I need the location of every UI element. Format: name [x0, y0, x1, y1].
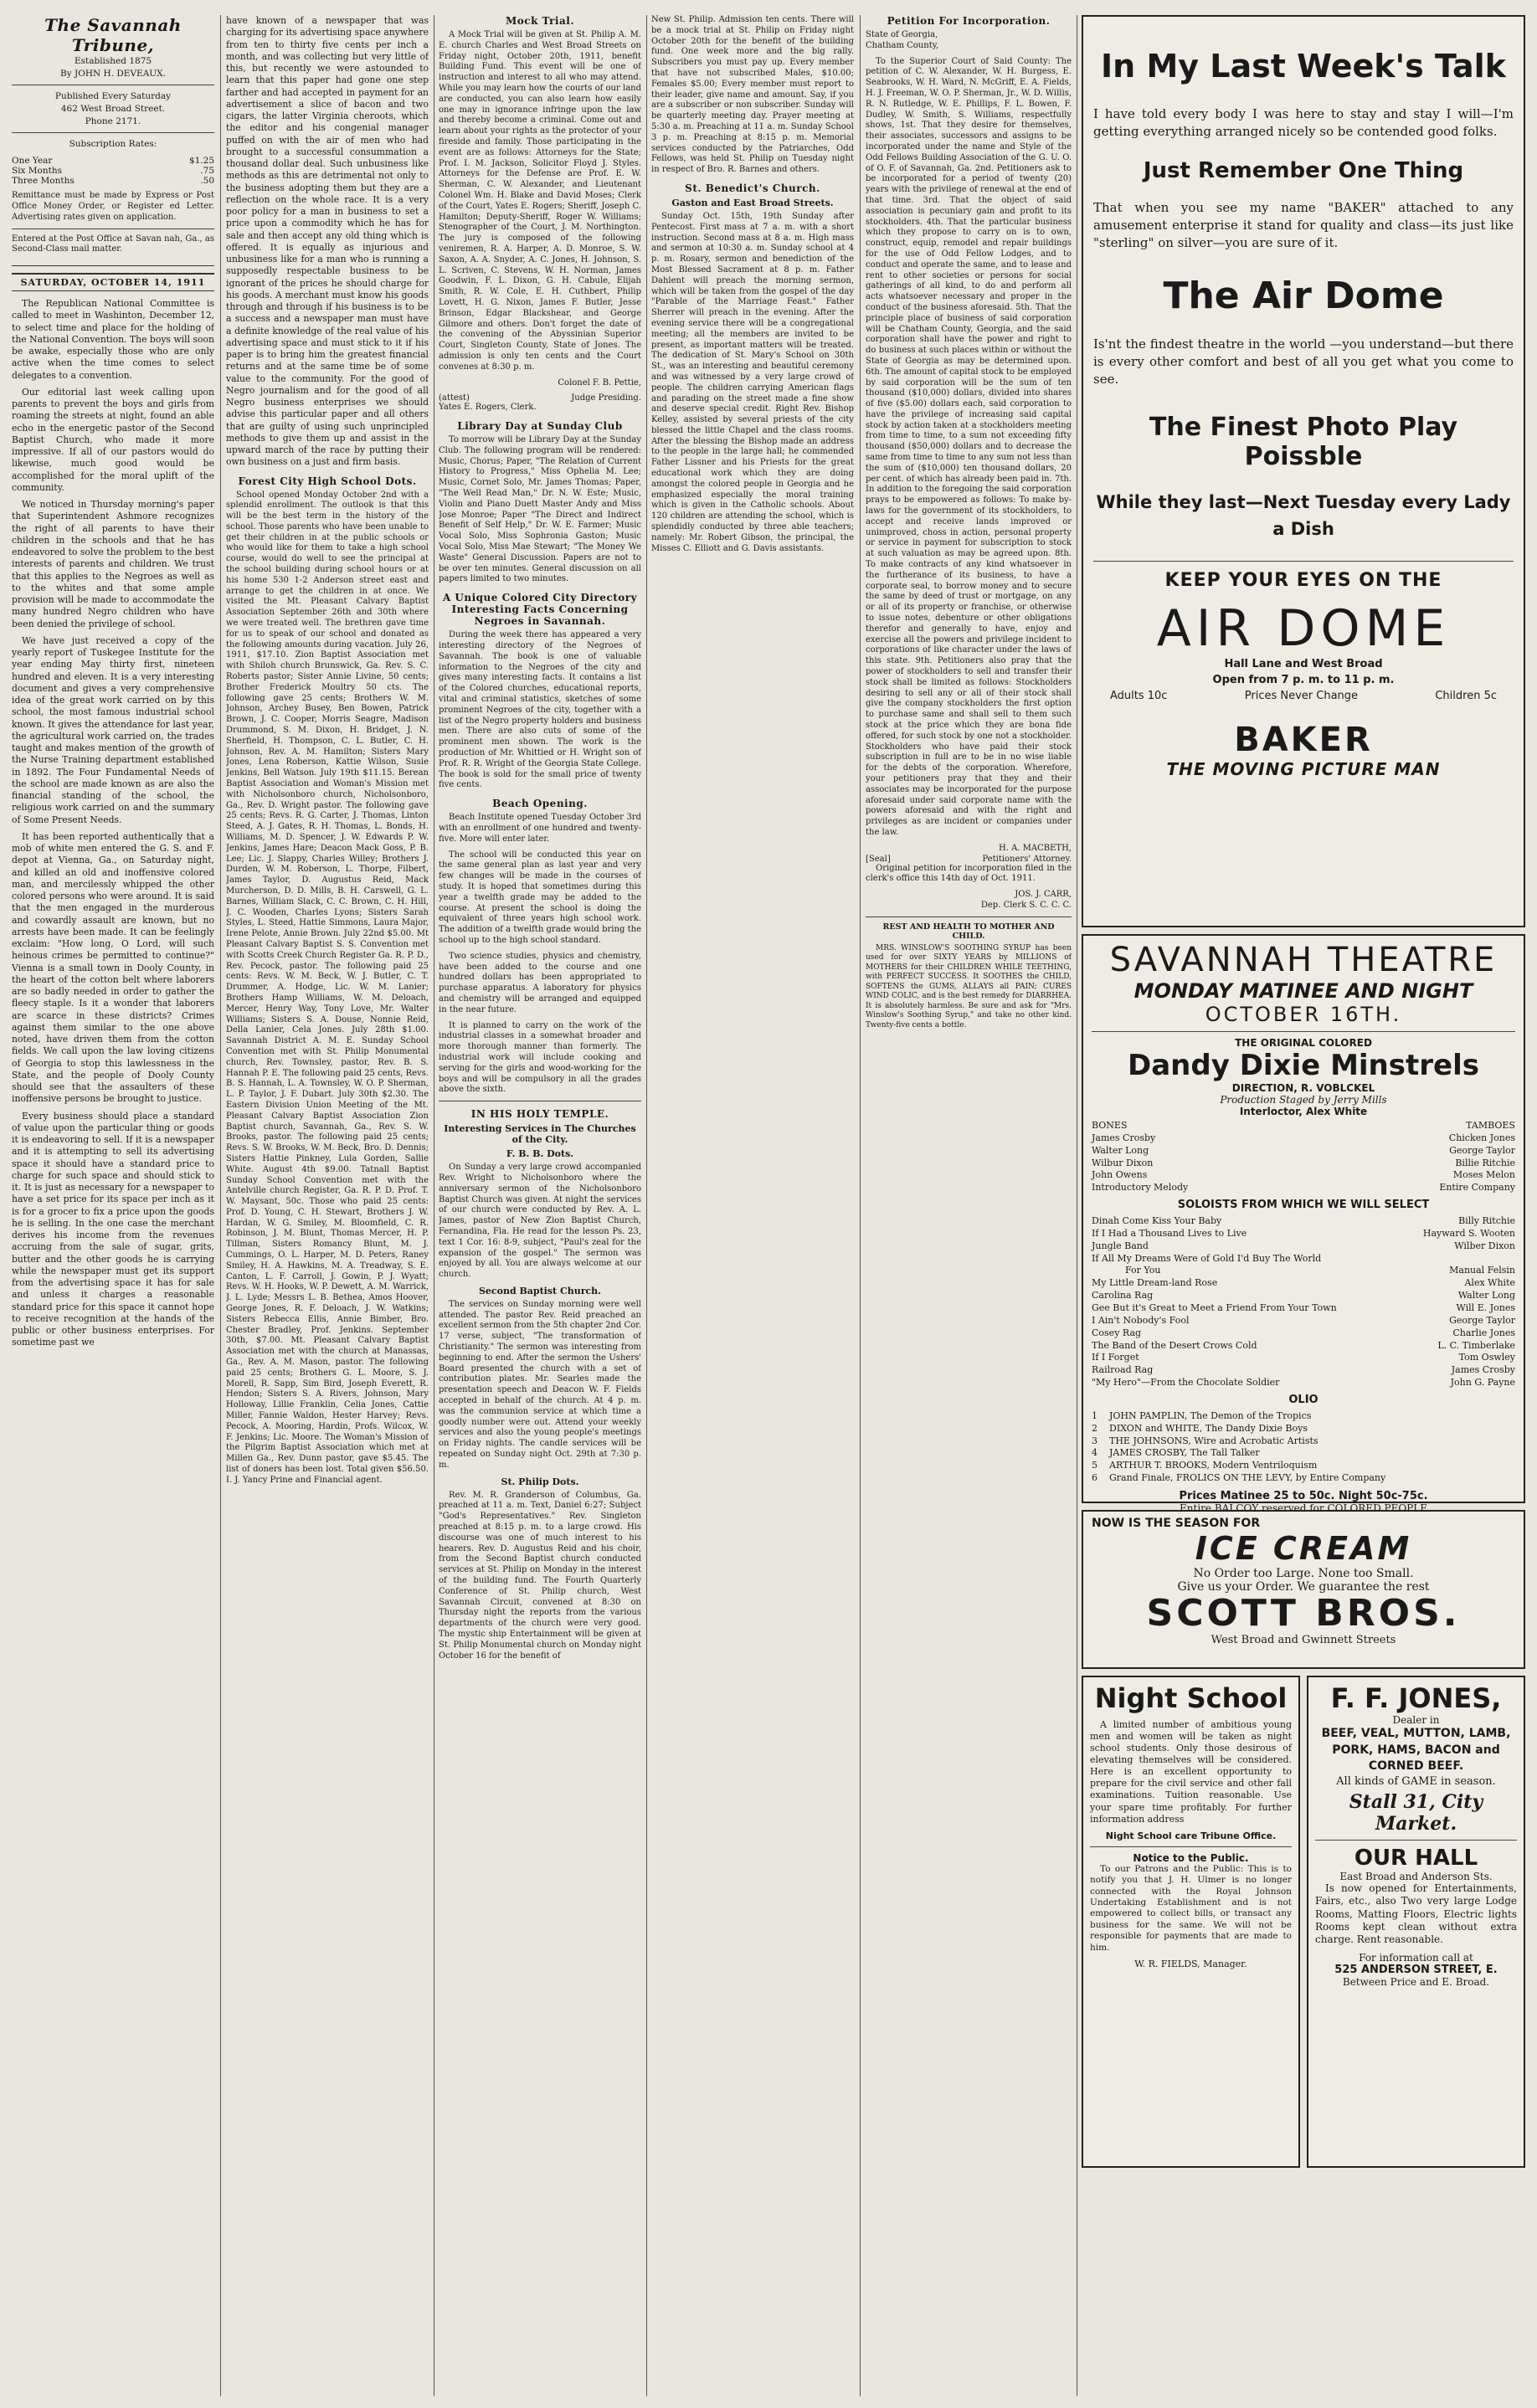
song-list: [1092, 1215, 1515, 1389]
jones-meats: BEEF, VEAL, MUTTON, LAMB, PORK, HAMS, BACON and CORNED BEEF.: [1321, 1727, 1511, 1774]
petition-clerk: JOS. J. CARR,: [1015, 890, 1072, 900]
song: Carolina Rag: [1092, 1290, 1154, 1302]
hall-sub: East Broad and Anderson Sts.: [1339, 1870, 1493, 1882]
theatre-direction: DIRECTION, R. VOBLCKEL: [1231, 1082, 1375, 1094]
night-school-office: Night School care Tribune Office.: [1105, 1830, 1277, 1841]
petition-county: Chatham County,: [866, 40, 939, 50]
endman: Chicken Jones: [1448, 1132, 1515, 1143]
ad-baker: BAKER: [1234, 721, 1373, 760]
endman: Wilbur Dixon: [1092, 1157, 1154, 1168]
remittance: Remittance must be made by Express or Post Office Money Order, or Register ed Letter. Advertising rates given on application.: [12, 191, 214, 222]
olio-number: 5: [1092, 1460, 1097, 1471]
rates-title: Subscription Rates:: [69, 139, 157, 150]
ad-finest: The Finest Photo Play Poissble: [1149, 413, 1458, 471]
ad-while: While they last—Next Tuesday every Lady a Dish: [1096, 492, 1511, 539]
olio-act: THE JOHNSONS, Wire and Acrobatic Artists: [1109, 1435, 1319, 1446]
olio-act: DIXON and WHITE, The Dandy Dixie Boys: [1109, 1422, 1308, 1434]
rate-price: .75: [200, 166, 214, 177]
rate-price: .50: [200, 176, 214, 187]
column-1: [12, 15, 214, 2396]
beach-text: It is planned to carry on the work of the industrial classes in a somewhat broader and more thorough manner than formerly. The industrial work will include cooking and serving for the girls and wood-working for the boys and will be compulsory in all the grades above the sixth.: [439, 1020, 641, 1095]
mock-trial-sign: Colonel F. B. Pettie,: [558, 377, 641, 388]
olio-number: 3: [1092, 1435, 1097, 1446]
ad-moving: THE MOVING PICTURE MAN: [1166, 759, 1441, 780]
singer: Wilber Dixon: [1454, 1240, 1515, 1251]
theatre-show: Dandy Dixie Minstrels: [1128, 1049, 1479, 1082]
bones-label: BONES: [1092, 1120, 1128, 1131]
editorial-paragraph: It has been reported authentically that a mob of white men entered the G. S. and F. depot at Vienna, Ga., on Saturday night, and killed an old and inoffensive colored man, and mercilessly whipped the other colored persons who were around. It is said that the men engaged in the murderous and cowardly assault are known, but no arrests have been made. It can be feelingly exclaim: "How long, O Lord, will such heinous crimes be permitted to continue?" Vienna is a small town in Dooly County, in the heart of the cotton belt where laborers are so badly needed in order to gather the fleecy staple. Is it a wonder that laborers are scarce in these districts? Crimes against them similar to the one above noted, have driven them from the cotton fields. We call upon the law loving citizens of Georgia to stop this lawlessness in the State, and the people of Dooly County should see that the assaulters of these inoffensive persons be brought to justice.: [12, 830, 214, 1105]
jones-dealer: Dealer in: [1392, 1714, 1440, 1726]
song: If I Forget: [1092, 1352, 1139, 1363]
ad-adults: Adults 10c: [1110, 690, 1168, 703]
theatre-matinee: MONDAY MATINEE AND NIGHT: [1133, 979, 1473, 1003]
published: Published Every Saturday: [54, 91, 172, 102]
endman: Walter Long: [1092, 1144, 1149, 1156]
ice-cream-ad: [1082, 1510, 1525, 1669]
endman: Introductory Melody: [1092, 1182, 1189, 1194]
baker-air-dome-ad: [1082, 15, 1525, 927]
second-baptist-heading: Second Baptist Church.: [478, 1285, 602, 1296]
beach-text: The school will be conducted this year on the same general plan as last year and very few changes will be made in the courses of study. It is hoped that sometimes during this year a twelfth grade may be added to the course. At present the school is doing the equivalent of three years high school work. The addition of a twelfth grade would bring the school up to the high school standard.: [439, 850, 641, 945]
beach-text: Two science studies, physics and chemistry, have been added to the course and one hundred dollars has been appropriated to purchase apparatus. A laboratory for physics and chemistry will be arranged and equipped in the near future.: [439, 951, 641, 1014]
masthead: [12, 15, 214, 266]
ice-line2: Give us your Order. We guarantee the rest: [1177, 1580, 1430, 1594]
endman: John Owens: [1092, 1169, 1148, 1181]
address: 462 West Broad Street.: [60, 104, 166, 115]
jones-game: All kinds of GAME in season.: [1336, 1774, 1496, 1788]
editorial-continued: have known of a newspaper that was charging for its advertising space anywhere from ten to thirty five cents per inch a month, and was collecting but very little of this, but recently we were astounded to learn that this paper had gone one step farther and had accepted in payment for an advertisement a slice of bacon and two cigars, the latter Virginia cheroots, which the editor and his congenial manager puffed on with the air of men who had brought to a successful consummation a thousand dollar deal. Such unbusiness like methods as this are detrimental not only to the business adopting them but they are a reflection on the whole race. It is a very poor policy for a man in business to set a price upon a commodity which he has for sale and then accept any old thing which is offered. It is equally as injurious and unbusiness like for a man who is running a supposedly respectable business to be ignorant of the prices he should charge for his goods. A merchant must know his goods through and through if his business is to be a success and a newspaper man must have a definite knowledge of the real value of his advertising space and must stick to it if his paper is to bring him the greatest financial returns and at the same time be of some value to the community. For the good of Negro journalism and for the good of all Negro business enterprises we should advise this particular paper and all others that are guilty of using such unprincipled methods to give them up and assist in the upward march of the race by putting their own business on a just and firm basis.: [226, 15, 429, 468]
attorney-title: Petitioners' Attorney.: [982, 854, 1072, 864]
editorial-paragraph: Our editorial last week calling upon parents to prevent the boys and girls from roaming the streets at night, found an able echo in the energetic pastor of the Second Baptist Church, who made it more impressive. If all of our pastors would do likewise, much good would be accomplished for the moral uplift of the community.: [12, 386, 214, 493]
clerk: Yates E. Rogers, Clerk.: [439, 403, 537, 413]
singer: Tom Oswley: [1458, 1352, 1515, 1363]
seal: [Seal]: [866, 854, 891, 864]
rate-term: Three Months: [12, 176, 75, 187]
bottom-ads: [1082, 1676, 1525, 2168]
jones-stall: Stall 31, City Market.: [1349, 1790, 1483, 1835]
hall-title: OUR HALL: [1354, 1845, 1478, 1871]
ad-remember: Just Remember One Thing: [1143, 157, 1464, 183]
jones-name: F. F. JONES,: [1330, 1682, 1502, 1714]
st-philip-continued: New St. Philip. Admission ten cents. There will be a mock trial at St. Philip on Friday night October 20th for the benefit of the building fund. One week more and the big rally. Subscribers you must pay up. Every member that have not subscribed Males, $10.00; Females $5.00; Every member must report to their leader, give name and amount. Say, if you are a subscriber or non subscriber. Sunday will be quarterly meeting day. Prayer meeting at 5:30 a. m. Preaching at 11 a. m. Sunday School 3 p. m. Preaching at 8:15 p. m. Memorial services conducted by the Patriarches, Odd Fellows, was held St. Philip on Tuesday night in respect of Bro. R. Barnes and others.: [651, 15, 854, 175]
endman: Moses Melon: [1452, 1169, 1515, 1181]
notice-sign: W. R. FIELDS, Manager.: [1134, 1959, 1247, 1970]
singer: Hayward S. Wooten: [1422, 1227, 1515, 1239]
hall-text: Is now opened for Entertainments, Fairs, etc., also Two very large Lodge Rooms, Matting Floors, Electric lights Rooms kept clean without extra charge. Rent reasonable.: [1315, 1882, 1517, 1946]
song: Gee But it's Great to Meet a Friend From Your Town: [1092, 1302, 1337, 1313]
endman: Entire Company: [1439, 1182, 1515, 1194]
theatre-name: SAVANNAH THEATRE: [1109, 941, 1498, 979]
ad-prices: Prices Never Change: [1244, 690, 1359, 703]
theatre-staged: Production Staged by Jerry Mills: [1220, 1094, 1387, 1106]
st-philip-text: Rev. M. R. Granderson of Columbus, Ga. preached at 11 a. m. Text, Daniel 6:27; Subject "God's Representatives." Rev. Singleton preached at 8:15 p. m. to a large crowd. His discourse was one of much interest to his hearers. Rev. D. Augustus Reid and his choir, from the Second Baptist church conducted services at St. Philip on Monday in the interest of the building fund. The Fourth Quarterly Conference of St. Philip church, West Savannah Circuit, convened at 8:30 on Thursday night the reports from the various departments of the church were very good. The mystic ship Entertainment will be given at St. Philip Monumental church on Monday night October 16 for the benefit of: [439, 1490, 641, 1661]
petition-text: To the Superior Court of Said County: The petition of C. W. Alexander, W. H. Burgess, E. Seabrooks, W. H. Ward, N. McGriff, E. A. Fields, H. J. Freeman, W. O. P. Sherman, Jr., W. D. Willis, R. N. Rutledge, W. E. Phillips, F. L. Bowen, F. Dudley, W. Smith, S. Williams, respectfully shows, 1st. That they desire for themselves, their associates, successors and assigns to be incorporated under the name and Style of the Odd Fellows Building Association of the G. U. O. of O. F. of Savannah, Ga. 2nd. Petitioners ask to be incorporated for a period of twenty (20) years with the privilege of renewal at the end of that time. 3rd. That the object of said association is pecuniary gain and profit to its stockholders. 4th. That the particular business which they propose to carry on is to own, construct, equip, remodel and repair buildings for the use of Odd Fellow Lodges, and to conduct and operate the same, and to lease and rent to other societies or persons for social gatherings of all kind, to do and perform all acts whatsoever necessary and proper in the conduct of the business aforesaid. 5th. That the principle place of business of said corporation will be Chatham County, Georgia, and the said corporation shall have the power and right to do business at such places within or without the State of Georgia as may be determined upon. 6th. The amount of capital stock to be employed by said corporation will be the sum of ten thousand ($10,000) dollars, divided into shares of five ($5.00) dollars each, said corporation to have the privilege of increasing said capital stock by action taken at a stockholders meeting from time to time, to a sum not exceeding fifty thousand ($50,000) dollars and to decrease the same from time to time to any sum not less than the sum of ($10,000) ten thousand dollars, 20 per cent. of which has already been paid in. 7th. In addition to the foregoing the said corporation prays to be empowered as follows: To make by-laws for the government of its stockholders, to accept and receive lands improved or unimproved, choss in action, personal property or service in payment for subscription to stock at such valuation as may be agreed upon. 8th. To make contracts of any kind whatsoever in the furtherance of its business, to have a corporate seal, to borrow money and to secure the same by deed of trust or mortgage, on any or all of its property or franchise, or otherwise to issue notes, debenture or other obligations therefor and generally to have, enjoy and exercise all the powers and privilege incident to corporations of like character under the laws of this state. 9th. Petitioners also pray that the power of stockholders to sell and transfer their stock shall be limited as follows: Stockholders desiring to sell any or all of their stock shall give the company stockholders the first option to purchase same and shall sell to them such stock at the price which they are bona fide offered, for such stock by one not a stockholder. Stockholders who have paid their stock subscription in full are to be in no wise liable for the debts of the corporation. Wherefore, your petitioners pray that they and their associates may be incorporated for the purpose aforesaid under said corporate name with the powers aforesaid and with the right and privileges as are incident or companies under the law.: [866, 56, 1072, 837]
song: I Ain't Nobody's Fool: [1092, 1314, 1190, 1326]
ad-keep: KEEP YOUR EYES ON THE: [1164, 570, 1442, 592]
attest: (attest): [439, 393, 470, 403]
notice-heading: Notice to the Public.: [1133, 1851, 1249, 1864]
olio-number: 2: [1092, 1422, 1097, 1434]
ad-paragraph: I have told every body I was here to stay and stay I will—I'm getting everything arranged nicely so be contended good folks.: [1093, 105, 1514, 139]
theatre-original: THE ORIGINAL COLORED: [1235, 1037, 1372, 1049]
ice-address: West Broad and Gwinnett Streets: [1211, 1634, 1396, 1647]
song: "My Hero"—From the Chocolate Soldier: [1092, 1377, 1280, 1389]
song: If I Had a Thousand Lives to Live: [1092, 1227, 1247, 1239]
olio-number: 1: [1092, 1409, 1097, 1421]
theatre-interlocutor: Interloctor, Alex White: [1239, 1106, 1368, 1117]
olio-act: JAMES CROSBY, The Tall Talker: [1109, 1447, 1260, 1459]
editorial-paragraph: Every business should place a standard of value upon the particular thing or goods it is endeavoring to sell. If it is a newspaper and it is attempting to sell its advertising space it should have a standard price to charge for such space and should stick to it. It is just as necessary for a newspaper to have a set price for its space per inch as it is for a grocer to fix a price upon the goods he is selling. In the one case the merchant derives his income from the revenues accruing from the sale of sugar, grits, butter and the other goods he is carrying while the newspaper must get its support from the advertising space it has for sale and unless it charges a reasonable standard price for this space it cannot hope to receive recognition at the hands of the public or other business enterprises. For sometime past we: [12, 1110, 214, 1348]
theatre-date: OCTOBER 16TH.: [1205, 1003, 1402, 1026]
singer: Charlie Jones: [1452, 1327, 1515, 1338]
library-text: To morrow will be Library Day at the Sunday Club. The following program will be rendered: Music, Chorus; Paper, "The Relation of Current History to Progress," Miss Ophelia M. Lee; Music, Cornet Solo, Mr. James Thomas; Paper, "The Well Read Man," Dr. N. W. Este; Music, Violin and Piano Duett Master Andy and Miss Jose Monroe; Paper "The Direct and Indirect Benefit of Self Help," Dr. W. E. Farmer; Music Vocal Solo, Miss Sophronia Gaston; Music Vocal Solo, Miss Mae Stewart; "The Money We Waste" General Discussion. Papers are not to be over ten minutes. General discussion on all papers limited to two minutes.: [439, 435, 641, 584]
hall-between: Between Price and E. Broad.: [1342, 1975, 1490, 1988]
singer: Manual Felsin: [1449, 1265, 1515, 1276]
song: Dinah Come Kiss Your Baby: [1092, 1215, 1222, 1227]
endman: George Taylor: [1449, 1144, 1515, 1156]
night-school-title: Night School: [1094, 1682, 1288, 1714]
petition-heading: Petition For Incorporation.: [887, 15, 1051, 27]
petition-filed: Original petition for incorporation filed in the clerk's office this 14th day of Oct. 1911.: [866, 863, 1072, 884]
forest-city-text: School opened Monday October 2nd with a splendid enrollment. The outlook is that this will be the best term in the history of the school. Those parents who have been unable to get their children in at the public schools or who would like for them to take a high school course, would do well to see the principal at the school building during school hours or at his home 530 1-2 Anderson street east and arrange to get the children in at once. We visited the Mt. Pleasant Calvary Baptist Association September 26th and 30th where we were treated well. The brethren gave time for us to speak of our school and donated as the following amounts during vacation. July 26, 1911, $17.10. Zion Baptist Association met with Shiloh church Brunswick, Ga. Rev. S. C. Roberts pastor; Sister Annie Livine, 50 cents; Brother Frederick Moultry 50 cts. The following gave 25 cents; Brothers W. M. Johnson, Archey Busey, Ben Bowen, Patrick Brown, J. C. Cooper, Morris Seagre, Madison Drummond, S. M. Dixon, H. Bridget, J. N. Sherfield, H. Thompson, C. L. Butler, C. H. Johnson, Rev. A. M. Hamilton; Sisters Mary Jones, Lena Roberson, Kattie Wilson, Susie Jenkins, Bell Watson. July 19th $11.15. Berean Baptist Association and Woman's Mission met with Nicholsonboro church, Nicholsonboro, Ga., Rev. D. Wright pastor. The following gave 25 cents; Revs. R. G. Carter, J. Thomas, Linton Steed, A. J. Gates, R. H. Thomas, L. Bonds, H. Williams, M. D. Spencer, J. W. Edwards P. W. Jenkins, James Hare; Deacon Mack Goss, P. B. Lee; Lic. J. Slappy, Charles Willey; Brothers J. Durden, W. M. Roberson, L. Thorpe, Filbert, James Taylor, D. Augustus Reid, Mack Murcherson, D. D. Mills, B. H. Carswell, G. L. Barnes, William Slack, C. C. Brown, C. H. Hill, J. C. Wooden, Charles Lyons; Sisters Sarah Styles, L. Steed, Hattie Simmons, Laura Major, Irene Pelote, Annie Brown. July 22nd $5.00. Mt Pleasant Calvary Baptist S. S. Convention met with Scotts Creek Church Register Ga. R. P. D., Rev. Pecock, pastor. The following paid 25 cents: Revs. W. M. Beck, W. J. Butler, C. T. Drummer, A. Hodge, Lic. W. M. Lanier; Brothers Hamp Williams, W. M. Deloach, Mercer, Henry Way, Tony Love, Mr. Walter Williams; Sisters S. A. Douse, Nonnie Reid, Della Lanier, Cela Jones. July 28th $1.00. Savannah District A. M. E. Sunday School Convention met with St. Philip Monumental church, Rev. Townsley, pastor, Rev. B. S. Hannah P. E. The following paid 25 cents, Revs. B. S. Hannah, L. A. Townsley, W. O. P. Sherman, L. P. Taylor, J. F. Dubart. July 30th $2.30. The Eastern Division Union Meeting of the Mt. Pleasant Calvary Baptist Association Zion Baptist church, Savannah, Ga., Rev. S. W. Brooks, pastor. The following paid 25 cents; Revs. S. W. Brooks, W. M. Beck, Bro. D. Dennis; Sisters Hattie Pinkney, Lula Gorden, Sallie White. August 4th $9.00. Tatnall Baptist Sunday School Convention met with the Antelville church Register, Ga. R. P. D. Prof. T. W. Maysant, 50c. Those who paid 25 cents: Prof. D. Young, C. H. Stewart, Brothers J. W. Hardan, W. G. Smiley, M. Bloomfield, C. R. Robinson, J. M. Blunt, Thomas Mercer, H. P. Tillman, Sisters Romancy Blunt, M. J. Cummings, O. L. Harper, M. D. Peters, Raney Smiley, H. A. Hawkins, M. A. Treadway, S. E. Canton, L. F. Carroll, J. Gowin, P. J. Wyatt; Revs. W. H. Hooks, W. P. Dewett, A. M. Warrick, J. L. Lyde; Messrs L. B. Bethea, Amos Hoover, George Jones, R. F. Deloach, J. W. Watkins; Sisters Rebecca Ellis, Annie Bimber, Bro. Chester Bradley, Prof. Jenkins. September 30th, $7.00. Mt. Pleasant Calvary Baptist Association met with the church at Manassas, Ga., Rev. A. M. Mason, pastor. The following paid 25 cents; Brothers G. L. Moore, S. J. Morell, R. Sapp, Sim Bird, Joseph Everett, R. Hendon; Sisters S. A. Rivers, Johnson, Mary Holloway, Lillie Franklin, Celia Jones, Cattie Miller, Fannie Waldon, Hester Harvey; Revs. Pecock, A. Mooring, Hardin, Profs. Wilcox, W. F. Jenkins; Lic. Moore. The Woman's Mission of the Pilgrim Baptist Association which met at Millen Ga., Rev. Dunn pastor, gave $5.45. The list of doners has been lost. Total given $56.50. I. J. Yancy Prine and Financial agent.: [226, 490, 429, 1485]
olio-number: 6: [1092, 1472, 1097, 1484]
ice-season: NOW IS THE SEASON FOR: [1092, 1517, 1261, 1530]
savannah-theatre-ad: [1082, 934, 1525, 1514]
dateline: SATURDAY, OCTOBER 14, 1911: [12, 273, 214, 291]
fbb-text: On Sunday a very large crowd accompanied Rev. Wright to Nicholsonboro where the anniversary sermon of the Nicholsonboro Baptist Church was given. At night the services of our church were conducted by Rev. A. L. James, pastor of New Zion Baptist Church, Fernandina, Fla. He read for the lesson Ps. 23, text 1 Cor. 16: 8-9, subject, "Paul's zeal for the expansion of the gospel." The sermon was enjoyed by all. You are always welcome at our church.: [439, 1163, 641, 1280]
rate-term: Six Months: [12, 166, 63, 177]
singer: L. C. Timberlake: [1437, 1339, 1515, 1351]
column-rule: [646, 15, 647, 2396]
established: Established 1875: [74, 56, 152, 66]
ad-hours: Open from 7 p. m. to 11 p. m.: [1212, 674, 1395, 687]
editorial-paragraph: We noticed in Thursday morning's paper that Superintendent Ashmore recognizes the right of all parents to have their children in the schools and that he has endeavored to solve the problem to the best interests of parents and children. We trust that this applies to the Negroes as well as to the whites and that some ample provision will be made to accommodate the many hundred Negro children who have been denied the privilege of school.: [12, 499, 214, 629]
olio-act: ARTHUR T. BROOKS, Modern Ventriloquism: [1109, 1460, 1318, 1471]
endman: Billie Ritchie: [1455, 1157, 1515, 1168]
column-3: [439, 15, 641, 2396]
holy-temple-heading: IN HIS HOLY TEMPLE.: [470, 1108, 609, 1121]
column-4: [651, 15, 854, 2396]
singer: James Crosby: [1451, 1364, 1515, 1376]
singer: Will E. Jones: [1456, 1302, 1515, 1313]
petition-attorney: H. A. MACBETH,: [999, 843, 1072, 853]
singer: John G. Payne: [1450, 1377, 1515, 1389]
mock-trial-heading: Mock Trial.: [505, 15, 575, 27]
entered-notice: Entered at the Post Office at Savan nah, Ga., as Second-Class mail matter.: [12, 234, 214, 254]
song: If All My Dreams Were of Gold I'd Buy The World: [1092, 1252, 1322, 1264]
directory-text: During the week there has appeared a very interesting directory of the Negroes of Savannah. The book is one of valuable information to the Negroes of the city and gives many interesting facts. It contains a list of the Colored churches, educational reports, vital and criminal statistics, sketches of some prominent Negroes of the city, together with a list of the Negro property holders and business men. There are also cuts of some of the prominent men shown. The work is the production of Mr. Whittied or H. Wright son of Prof. R. R. Wright of the Georgia State College. The book is sold for the small price of twenty five cents.: [439, 630, 641, 790]
directory-heading: A Unique Colored City Directory Interesting Facts Concerning Negroes in Savannah.: [442, 592, 638, 628]
masthead-title: The Savannah Tribune,: [44, 15, 182, 55]
mock-trial-text: A Mock Trial will be given at St. Philip A. M. E. church Charles and West Broad Streets on Friday night, October 20th, 1911, benefit Building Fund. This event will be one of instruction and interest to all who may attend. While you may learn how the courts of our land are conducted, you can also learn how easily one may in ignorance infringe upon the law and thereby become a criminal. Come out and learn about your rights as the protector of your fireside and family. Those participating in the event are as follows: Attorneys for the State; Prof. I. M. Jackson, Solicitor Floyd J. Styles. Attorneys for the Defense are Prof. E. W. Sherman, C. W. Alexander, and Lieutenant Colonel Wm. H. Blake and David Moses; Clerk of the Court, Yates E. Rogers; Sheriff, Joseph C. Hamilton; Deputy-Sheriff, Roger W. Williams; Stenographer of the Court, J. M. Northington. The jury is composed of the following veniremen, R. A. Harper, A. D. Monroe, S. W. Saxon, A. A. Snyder, A. C. Jones, H. Johnson, S. L. Scriven, C. Stevens, W. H. Norman, James Goodwin, F. L. Dixon, G. H. Cabule, Elijah Smith, R. W. Cole, E. H. Cuthbert, Philip Lovett, H. G. Nixon, James F. Butler, Jesse Brinson, Edgar Blackshear, and George Gilmore and others. Don't forget the date of the convening of the Abyssinian Superior Court, Singleton County, State of Jones. The admission is only ten cents and the Court convenes at 8:30 p. m.: [439, 30, 641, 372]
column-5: [866, 15, 1072, 2396]
benedict-text: Sunday Oct. 15th, 19th Sunday after Pentecost. First mass at 7 a. m. with a short instruction. Second mass at 8 a. m. High mass and sermon at 10:30 a. m. Sunday school at 4 p. m. Rosary, sermon and benediction of the Most Blessed Sacrament at 8 p. m. Father Dahlent will preach the morning sermon, which will be taken from the gospel of the day "Parable of the Marriage Feast." Father Sherrer will preach in the evening. After the evening service there will be a congregational meeting; all the members are invited to be present, as important matters will be treated. The dedication of St. Mary's School on 30th St., was an interesting and beautiful ceremony and was witnessed by a very large crowd of people. The children carrying American flags and parading on the street made a fine show and deserve special credit. Right Rev. Bishop Kelley, assisted by several priests of the city blessed the little Chapel and the class rooms. After the blessing the Bishop made an address to the people in the large hall; he commended Father Lissner and his Priests for the great educational work which they are doing amongst the colored people in Georgia and he emphasized especially the moral training which is given in the Catholic schools. About 120 children are attending the school, which is splendidly conducted by three able teachers; namely: Mr. Robert Gibson, the principal, the Misses C. Elliott and G. Davis assistants.: [651, 211, 854, 553]
endmen-list: [1092, 1120, 1515, 1194]
ad-paragraph: Is'nt the findest theatre in the world —you understand—but there is every other comfort and best of all you get what you come to see.: [1093, 336, 1514, 388]
song: My Little Dream-land Rose: [1092, 1277, 1218, 1289]
singer: Alex White: [1464, 1277, 1515, 1289]
song: Cosey Rag: [1092, 1327, 1142, 1338]
phone: Phone 2171.: [85, 116, 141, 126]
ad-paragraph: That when you see my name "BAKER" attached to any amusement enterprise it stand for quality and class—its just like "sterling" on silver—you are sure of it.: [1093, 199, 1514, 250]
rest-health-heading: REST AND HEALTH TO MOTHER AND CHILD.: [882, 922, 1055, 941]
song: Railroad Rag: [1092, 1364, 1154, 1376]
song: The Band of the Desert Crows Cold: [1092, 1339, 1257, 1351]
singer: Walter Long: [1457, 1290, 1515, 1302]
olio-number: 4: [1092, 1447, 1097, 1459]
olio-act: JOHN PAMPLIN, The Demon of the Tropics: [1109, 1409, 1312, 1421]
benedict-heading: St. Benedict's Church.: [685, 182, 820, 194]
singer: Billy Ritchie: [1458, 1215, 1515, 1227]
ad-children: Children 5c: [1435, 690, 1497, 703]
editorial-paragraph: We have just received a copy of the yearly report of Tuskegee Institute for the year ending May thirty first, nineteen hundred and eleven. It is a very interesting document and gives a very comprehensive idea of the great work carried on by this school, the most famous industrial school known. It gives the attendance for last year, the agricultural work carried on, the trades taught and makes mention of the growth of the Nurse Training department established in 1892. The Four Fundamental Needs of the school are made known as are also the financial standing of the school, the religious work carried on and the summary of Some Present Needs.: [12, 634, 214, 825]
ad-air-dome-title: The Air Dome: [1163, 274, 1444, 317]
ad-headline: In My Last Week's Talk: [1101, 48, 1506, 85]
soloists-heading: SOLOISTS FROM WHICH WE WILL SELECT: [1177, 1199, 1430, 1212]
ice-title: ICE CREAM: [1195, 1530, 1412, 1567]
rates-table: [12, 156, 214, 186]
beach-heading: Beach Opening.: [492, 798, 588, 810]
olio-act: Grand Finale, FROLICS ON THE LEVY, by Entire Company: [1109, 1472, 1386, 1484]
benedict-sub: Gaston and East Broad Streets.: [671, 197, 834, 208]
endman: James Crosby: [1092, 1132, 1156, 1143]
ad-location: Hall Lane and West Broad: [1224, 658, 1383, 671]
song: Jungle Band: [1092, 1240, 1149, 1251]
rate-term: One Year: [12, 156, 53, 167]
holy-temple-sub: Interesting Services in The Churches of the City.: [444, 1123, 636, 1146]
tamboes-label: TAMBOES: [1466, 1120, 1515, 1131]
olio-heading: OLIO: [1288, 1393, 1319, 1406]
singer: George Taylor: [1449, 1314, 1515, 1326]
olio-list: [1092, 1410, 1515, 1485]
rest-health-text: MRS. WINSLOW'S SOOTHING SYRUP has been used for over SIXTY YEARS by MILLIONS of MOTHERS for their CHILDREN WHILE TEETHING, with PERFECT SUCCESS. It SOOTHES the CHILD, SOFTENS the GUMS, ALLAYS all PAIN; CURES WIND COLIC, and is the best remedy for DIARRHEA. It is absolutely harmless. Be sure and ask for "Mrs. Winslow's Soothing Syrup," and take no other kind. Twenty-five cents a bottle.: [866, 943, 1072, 1029]
column-ads: [1082, 15, 1525, 2396]
editor: By JOHN H. DEVEAUX.: [60, 68, 166, 79]
petition-state: State of Georgia,: [866, 30, 938, 39]
column-2: [226, 15, 429, 2396]
editorial-paragraph: The Republican National Committee is called to meet in Washinton, December 12, to select time and place for the holding of the National Convention. The boys will soon be awake, especially those who are only active when the time comes to select delegates to a convention.: [12, 298, 214, 381]
second-baptist-text: The services on Sunday morning were well attended. The pastor Rev. Reid preached an excellent sermon from the 5th chapter 2nd Cor. 17 verse, subject, "The transformation of Christianity." The sermon was interesting from beginning to end. After the sermon the Ushers' Board presented the church with a set of contribution plates. Mr. Searles made the presentation speech and Deacon W. F. Fields accepted in behalf of the church. At 4 p. m. was the communion service at which time a goodly number were out. Attend your weekly services and also the young people's meetings on Friday nights. The candle services will be repeated on Sunday night Oct. 29th at 7:30 p. m.: [439, 1299, 641, 1470]
jones-hall-ads: [1307, 1676, 1525, 2168]
fbb-heading: F. B. B. Dots.: [506, 1148, 574, 1160]
night-school-ad: [1082, 1676, 1300, 2168]
hall-info: For information call at: [1359, 1951, 1473, 1964]
ad-air-dome-logo: AIR DOME: [1156, 599, 1451, 659]
st-philip-heading: St. Philip Dots.: [501, 1476, 579, 1487]
song: For You: [1125, 1265, 1161, 1276]
judge: Judge Presiding.: [571, 393, 641, 403]
notice-text: To our Patrons and the Public: This is to notify you that J. H. Ulmer is no longer connected with the Royal Johnson Undertaking Establishment and is not empowered to collect bills, or transact any business for the same. We will not be responsible for payments that are made to him.: [1090, 1863, 1292, 1953]
ice-brand: SCOTT BROS.: [1146, 1592, 1461, 1635]
theatre-balcony: Entire BALCOY reserved for COLORED PEOPLE: [1180, 1502, 1427, 1514]
library-heading: Library Day at Sunday Club: [457, 420, 623, 433]
ice-line1: No Order too Large. None too Small.: [1193, 1567, 1414, 1580]
forest-city-heading: Forest City High School Dots.: [238, 475, 417, 487]
hall-address: 525 ANDERSON STREET, E.: [1334, 1963, 1498, 1976]
night-school-text: A limited number of ambitious young men and women will be taken as night school students. Only those desirous of elevating themselves will be considered. Here is an excellent opportunity to prepare for the civil service and other fall examinations. Tuition reasonable. Use your spare time profitably. For further information address: [1090, 1719, 1292, 1825]
column-rule: [220, 15, 221, 2396]
rate-price: $1.25: [188, 156, 214, 167]
column-rule: [860, 15, 861, 2396]
beach-text: Beach Institute opened Tuesday October 3rd with an enrollment of one hundred and twenty-five. More will enter later.: [439, 813, 641, 844]
theatre-prices: Prices Matinee 25 to 50c. Night 50c-75c.: [1179, 1489, 1428, 1502]
petition-clerk-title: Dep. Clerk S. C. C. C.: [980, 900, 1072, 910]
